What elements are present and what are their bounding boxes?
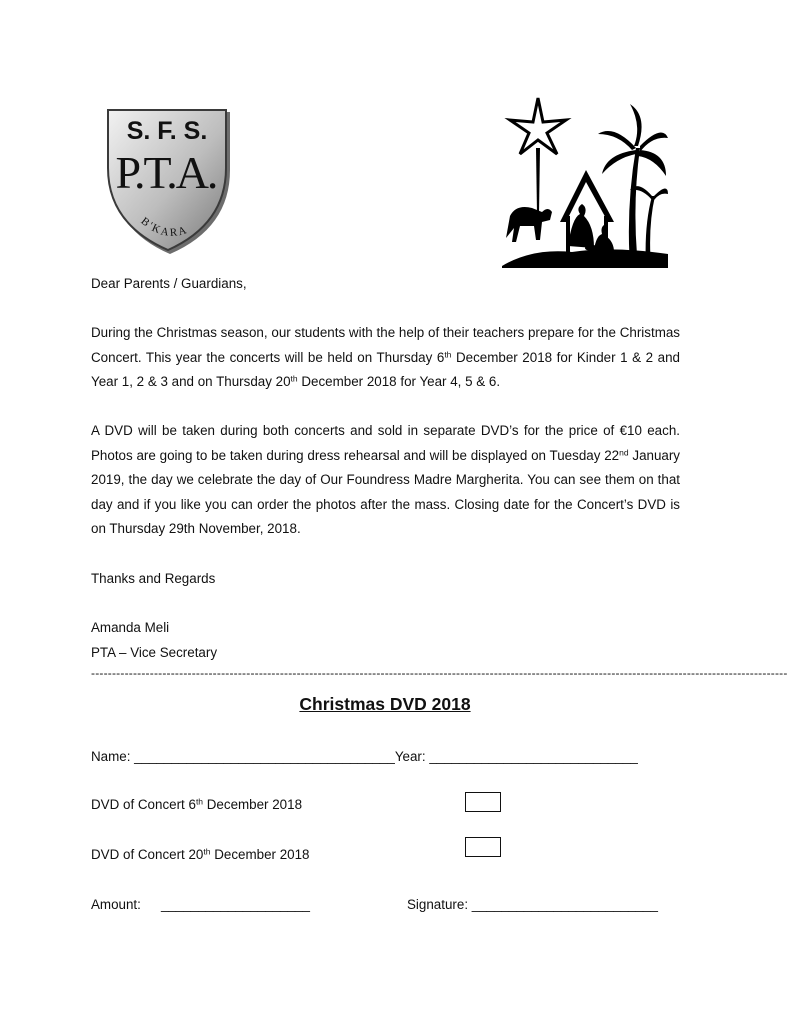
signer-name: Amanda Meli	[91, 620, 170, 635]
dvd-option-6th-label: DVD of Concert 6th December 2018	[91, 796, 303, 812]
signature-field[interactable]: _________________________	[471, 897, 658, 912]
cut-line-separator: ----------------------------------------------------------------------------------------------------------------------------------------------------------------------	[91, 666, 788, 680]
amount-label: Amount:	[91, 897, 141, 912]
nativity-scene-illustration	[502, 96, 668, 268]
dvd-6th-checkbox[interactable]	[465, 792, 501, 812]
year-label: Year:	[394, 749, 430, 764]
greeting: Dear Parents / Guardians,	[91, 276, 247, 291]
signer-title: PTA – Vice Secretary	[91, 645, 218, 660]
dvd-option-20th-label: DVD of Concert 20th December 2018	[91, 846, 310, 862]
dvd-20th-checkbox[interactable]	[465, 837, 501, 857]
paragraph-concert-dates: During the Christmas season, our students with the help of their teachers prepare for the Christmas Concert. This year the concerts will be held on Thursday 6th December 2018 for Kinder 1 & 2 and Year 1, 2 & 3 and on Thursday 20th December 2018 for Year 4, 5 & 6.	[91, 325, 680, 390]
logo-line1: S. F. S.	[126, 117, 208, 145]
logo-line2: P.T.A.	[115, 147, 217, 198]
name-year-row	[91, 749, 638, 764]
amount-field[interactable]: ____________________	[161, 897, 310, 912]
paragraph-dvd-photos: A DVD will be taken during both concerts and sold in separate DVD’s for the price of €10 each. Photos are going to be taken during dress rehearsal and will be displayed on Tuesday 22nd January 2019, the day we celebrate the day of Our Foundress Madre Margherita. You can see them on that day and if you like you can order the photos after the mass. Closing date for the Concert’s DVD is on Thursday 29th November, 2018.	[91, 423, 681, 537]
signature-row	[407, 897, 658, 912]
name-label: Name:	[91, 749, 135, 764]
name-field[interactable]: ___________________________________	[134, 749, 395, 764]
closing-regards: Thanks and Regards	[91, 571, 216, 586]
star-icon	[510, 98, 566, 154]
pta-shield-logo	[106, 108, 232, 256]
logo-curved-text: B'KARA	[138, 215, 190, 240]
signature-label: Signature:	[407, 897, 472, 912]
year-field[interactable]: ____________________________	[429, 749, 638, 764]
form-title: Christmas DVD 2018	[299, 694, 471, 714]
